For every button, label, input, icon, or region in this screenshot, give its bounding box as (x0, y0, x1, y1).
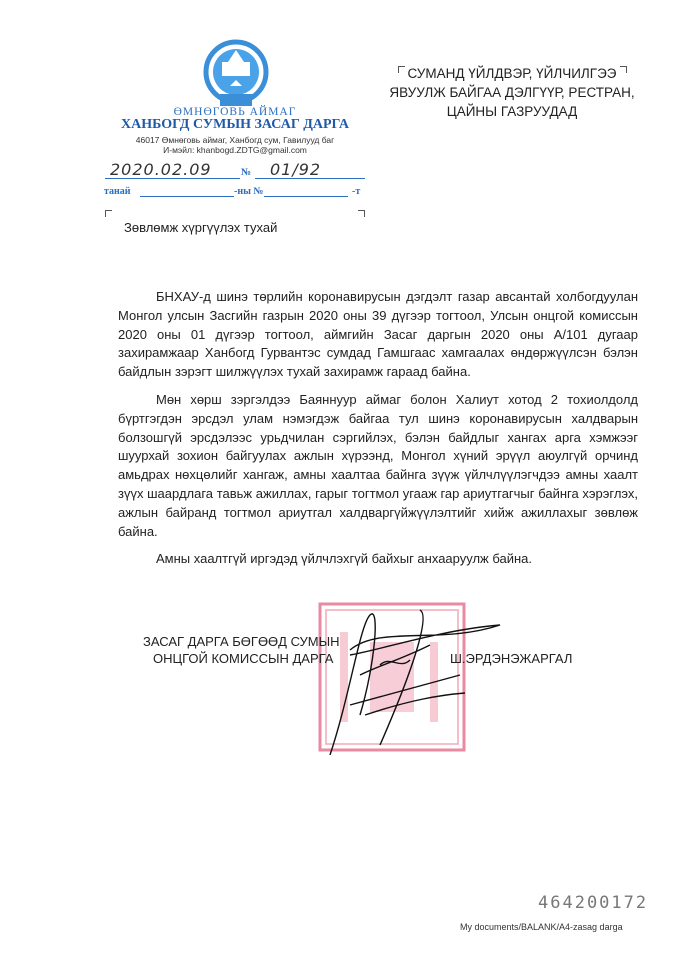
office-name: ХАНБОГД СУМЫН ЗАСАГ ДАРГА (120, 117, 350, 132)
signer-title-line1: ЗАСАГ ДАРГА БӨГӨӨД СУМЫН (143, 634, 340, 649)
body-paragraph: Мөн хөрш зэргэлдээ Баяннуур аймаг болон Халиут хотод 2 тохиолдолд бүртгэгдэн эрсдэл улам нэмэгдэж байгаа тул шинэ коронавирусын халдварын болзошгүй эрсдэлээс урьдчилан сэргийлэх, бэлэн байдлыг хангах арга хэмжээг шуурхай зохион байгуулах ажлын хүрээнд, Монгол хүний эрүүл аюулгүй орчинд амьдрах нөхцөлийг хангаж, амны хаалтаа байнга зүүж үйлчлүүлэгчдээ амны хаалт зүүх шаардлага тавьж ажиллах, гарыг тогтмол угааж гар ариутгагчыг байнга хэрэглэх, ажлын байранд тогтмол ариутгал халдваргүйжүүлэлтийг хийж ажиллахыг зөвлөж байна. (118, 391, 638, 539)
corner-mark (105, 210, 112, 217)
ny-underline (264, 196, 348, 197)
addressee-line: ЯВУУЛЖ БАЙГАА ДЭЛГҮҮР, РЕСТРАН, (389, 85, 635, 100)
tanai-underline (140, 196, 234, 197)
addressee-line: ЦАЙНЫ ГАЗРУУДАД (446, 104, 578, 119)
aimag-name: ӨМНӨГОВЬ АЙМАГ (173, 106, 297, 118)
addressee-block (372, 64, 652, 121)
letter-subject: Зөвлөмж хүргүүлэх тухай (124, 220, 278, 235)
letter-body (118, 288, 638, 578)
handwritten-signature (320, 605, 520, 755)
body-paragraph: БНХАУ-д шинэ төрлийн коронавирусын дэгдэлт газар авсантай холбогдуулан Монгол улсын Засгийн газрын 2020 оны 39 дүгээр тогтоол, Улсын онцгой комиссын 2020 оны 01 дүгээр тогтоол, аймгийн Засаг даргын 2020 оны А/101 дугаар захирамжаар Ханбогд Гурвантэс сумдад Гамшгаас хамгаалах өндөржүүлсэн бэлэн байдлын зэрэгт шилжүүлэх тухай захирамж гараад байна. (118, 289, 638, 380)
signer-name: Ш.ЭРДЭНЭЖАРГАЛ (450, 651, 573, 666)
signer-title-line2: ОНЦГОЙ КОМИССЫН ДАРГА (153, 651, 334, 666)
letter-date: 2020.02.09 (110, 160, 212, 179)
state-emblem-icon (200, 38, 272, 112)
ny-number-label: -ны № (234, 186, 264, 197)
number-label: № (241, 167, 252, 178)
footer-path: My documents/BALANK/A4-zasag darga (460, 922, 623, 932)
date-underline (105, 178, 240, 179)
t-label: -т (352, 186, 361, 197)
addressee-line: СУМАНД ҮЙЛДВЭР, ҮЙЛЧИЛГЭЭ (407, 66, 617, 81)
corner-mark (358, 210, 365, 217)
letter-number: 01/92 (270, 160, 322, 179)
office-address: 46017 Өмнөговь аймаг, Ханбогд сум, Гавилууд баг (135, 135, 335, 145)
number-underline (255, 178, 365, 179)
tanai-label: танай (104, 186, 131, 197)
office-email: И-мэйл: khanbogd.ZDTG@gmail.com (163, 145, 307, 155)
serial-number: 464200172 (538, 893, 649, 913)
body-paragraph: Амны хаалтгүй иргэдэд үйлчлэхгүй байхыг анхааруулж байна. (156, 551, 533, 567)
